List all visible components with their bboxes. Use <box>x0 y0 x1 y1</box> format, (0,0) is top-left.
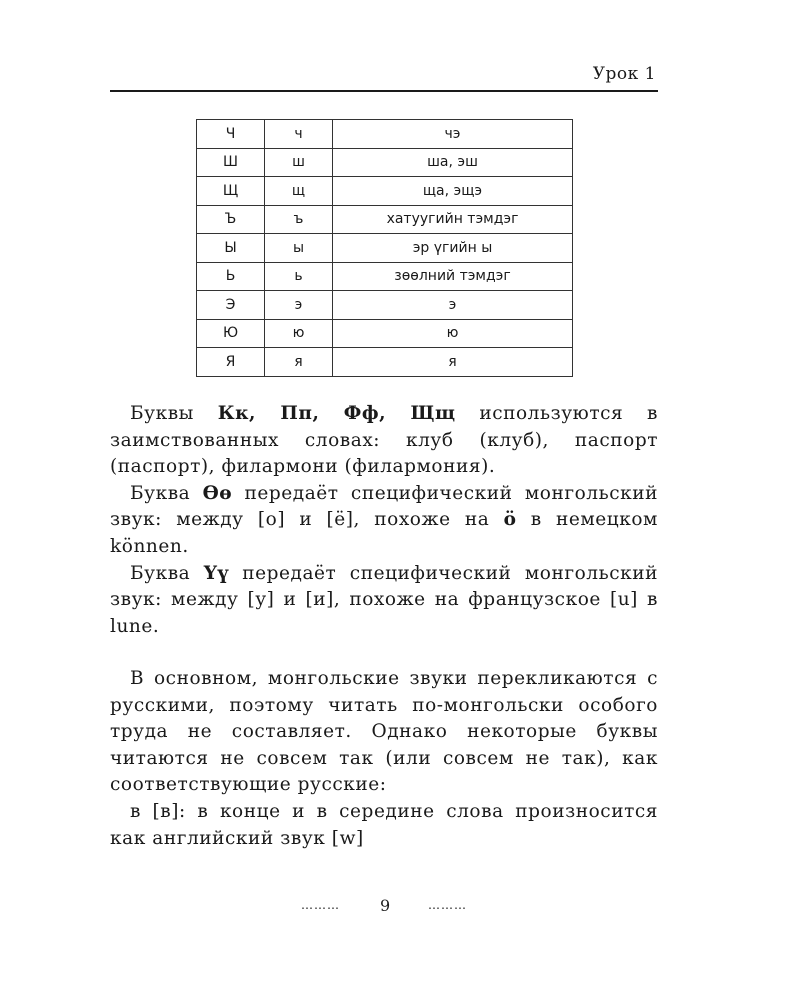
letter-name: эр үгийн ы <box>333 234 573 263</box>
letter-uppercase: Ю <box>197 319 265 348</box>
paragraph-loanword-letters: Буквы Кк, Пп, Фф, Щщ используются в заимствованных словах: клуб (клуб), паспорт (паспорт), филармони (филармония). <box>110 403 659 478</box>
footer-dots-right: ……… <box>428 898 467 912</box>
letter-uppercase: Щ <box>197 177 265 206</box>
letter-lowercase: ч <box>265 120 333 149</box>
letter-name: ша, эш <box>333 148 573 177</box>
lesson-title: Урок 1 <box>592 64 656 84</box>
letter-uppercase: Ъ <box>197 205 265 234</box>
alphabet-row <box>197 120 573 149</box>
letter-lowercase: ы <box>265 234 333 263</box>
alphabet-row <box>197 177 573 206</box>
letter-name: ща, эщэ <box>333 177 573 206</box>
body-text-block-1 <box>110 401 658 640</box>
letter-uppercase: Ч <box>197 120 265 149</box>
paragraph-letter-v: в [в]: в конце и в середине слова произносится как английский звук [w] <box>110 800 658 849</box>
letter-name: хатуугийн тэмдэг <box>333 205 573 234</box>
bold-letter-oe: Өө <box>202 482 233 504</box>
letter-name: э <box>333 291 573 320</box>
letter-uppercase: Э <box>197 291 265 320</box>
page-footer <box>0 896 800 916</box>
letter-lowercase: ю <box>265 319 333 348</box>
paragraph-letter-ue: Буква Үү передаёт специфический монгольский звук: между [у] и [и], похоже на французское [u] в lune. <box>110 562 659 637</box>
letter-lowercase: э <box>265 291 333 320</box>
footer-dots-left: ……… <box>301 898 340 912</box>
alphabet-row <box>197 205 573 234</box>
alphabet-row <box>197 234 573 263</box>
letter-uppercase: Ы <box>197 234 265 263</box>
letter-uppercase: Ь <box>197 262 265 291</box>
letter-lowercase: щ <box>265 177 333 206</box>
page-header <box>110 64 658 92</box>
alphabet-row <box>197 148 573 177</box>
alphabet-row <box>197 291 573 320</box>
body-text-block-2 <box>110 666 658 852</box>
letter-lowercase: я <box>265 348 333 377</box>
letter-name: чэ <box>333 120 573 149</box>
alphabet-table <box>196 119 573 377</box>
letter-uppercase: Я <box>197 348 265 377</box>
alphabet-row <box>197 319 573 348</box>
letter-lowercase: ъ <box>265 205 333 234</box>
paragraph-letter-oe: Буква Өө передаёт специфический монгольский звук: между [о] и [ё], похоже на ö в немецком können. <box>110 482 659 557</box>
bold-letter-ue: Үү <box>203 562 229 584</box>
letter-name: ю <box>333 319 573 348</box>
letter-uppercase: Ш <box>197 148 265 177</box>
bold-german-o: ö <box>503 509 517 531</box>
alphabet-row <box>197 262 573 291</box>
letter-lowercase: ш <box>265 148 333 177</box>
letter-name: я <box>333 348 573 377</box>
page-number: 9 <box>380 896 391 915</box>
alphabet-row <box>197 348 573 377</box>
letter-name: зөөлний тэмдэг <box>333 262 573 291</box>
letter-lowercase: ь <box>265 262 333 291</box>
paragraph-pronunciation-intro: В основном, монгольские звуки перекликаются с русскими, поэтому читать по-монгольски особого труда не составляет. Однако некоторые буквы читаются не совсем так (или совсем не так), как соответствующие русские: <box>110 668 658 796</box>
bold-letters: Кк, Пп, Фф, Щщ <box>217 403 456 424</box>
